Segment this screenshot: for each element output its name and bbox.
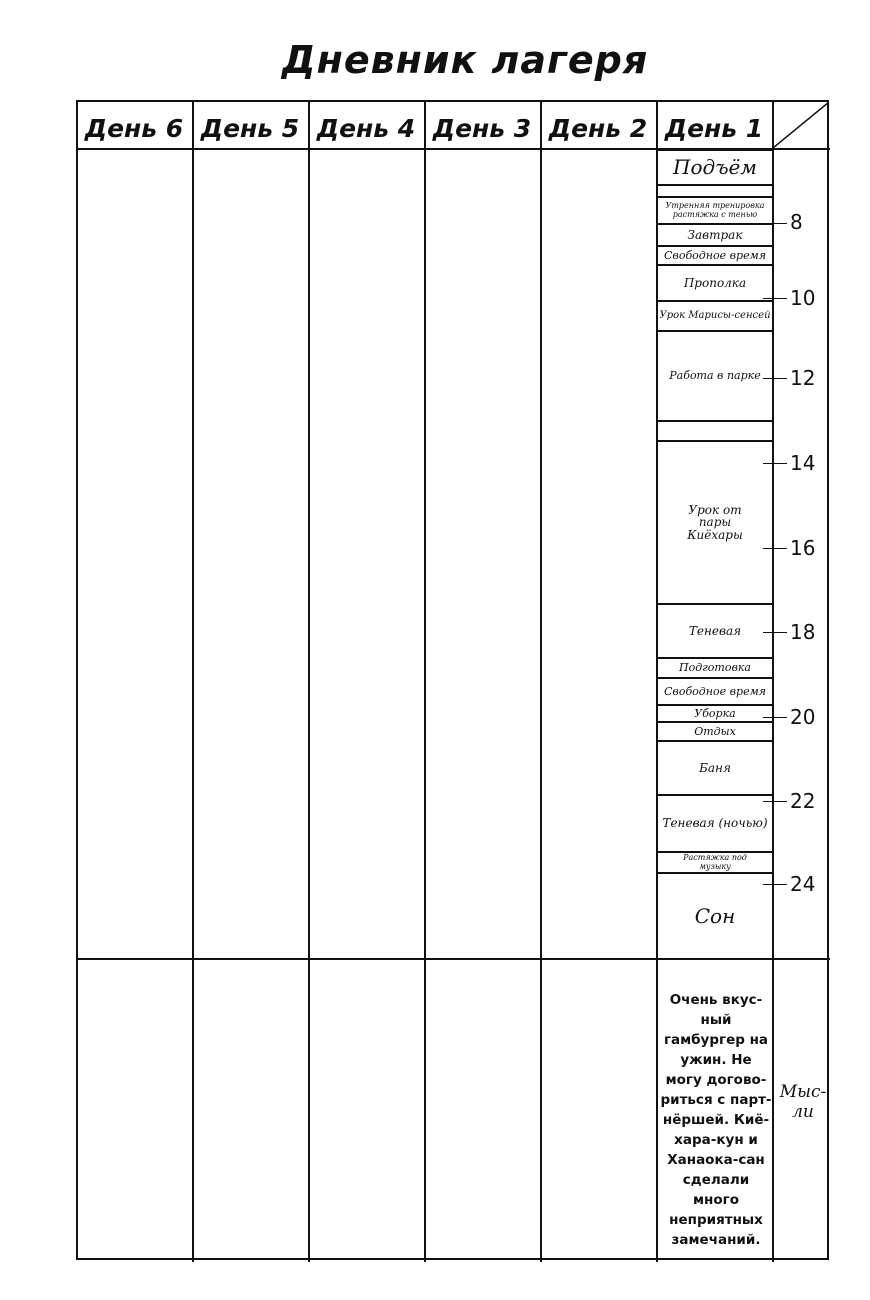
hour-mark-18: 18 [790,620,816,644]
schedule-block: Подъём [657,150,773,185]
column-divider [308,100,310,1262]
day-6-header: День 6 [84,114,184,143]
day-3-header: День 3 [432,114,532,143]
day-1-header: День 1 [664,114,764,143]
schedule-block: Работа в парке [657,331,773,421]
hour-tick [763,223,787,224]
schedule-block: Утренняя тренировка растяжка с тенью [657,197,773,224]
schedule-block: Теневая [657,604,773,658]
hour-tick [763,801,787,802]
hour-mark-10: 10 [790,286,816,310]
schedule-block: Отдых [657,722,773,741]
hour-tick [763,298,787,299]
schedule-block: Завтрак [657,224,773,246]
schedule-block: Прополка [657,265,773,301]
schedule-block: Свободное время [657,678,773,705]
hour-mark-8: 8 [790,210,803,234]
hour-tick [763,548,787,549]
schedule-block [657,421,773,441]
hour-mark-22: 22 [790,789,816,813]
hour-tick [763,463,787,464]
schedule-block: Сон [657,873,773,959]
schedule-block: Свободное время [657,246,773,265]
hour-mark-24: 24 [790,872,816,896]
day-5-header: День 5 [200,114,300,143]
hour-tick [763,632,787,633]
day-4-header: День 4 [316,114,416,143]
schedule-block: Растяжка под музыку [657,852,773,873]
hour-tick [763,717,787,718]
hour-mark-12: 12 [790,366,816,390]
schedule-block: Баня [657,741,773,795]
schedule-block: Урок Марисы-сенсей [657,301,773,331]
column-divider [192,100,194,1262]
day-2-header: День 2 [548,114,648,143]
column-divider [540,100,542,1262]
schedule-block: Уборка [657,705,773,722]
column-divider [424,100,426,1262]
thoughts-label: Мыс-ли [779,1082,827,1122]
schedule-block: Теневая (ночью) [657,795,773,852]
schedule-block: Подготовка [657,658,773,678]
schedule-block [657,185,773,197]
hour-mark-16: 16 [790,536,816,560]
page-title: Дневник лагеря [281,38,649,82]
thoughts-text-day-1: Очень вкус-ный гамбургер на ужин. Не могу догово-риться с парт-нёршей. Киё-хара-кун и Ханаока-сан сделали много неприятных замечаний. [660,992,772,1248]
corner-diagonal [773,102,829,148]
hour-tick [763,378,787,379]
hour-mark-20: 20 [790,705,816,729]
hour-tick [763,884,787,885]
hour-mark-14: 14 [790,451,816,475]
schedule-block: Урок от пары Киёхары [657,441,773,604]
